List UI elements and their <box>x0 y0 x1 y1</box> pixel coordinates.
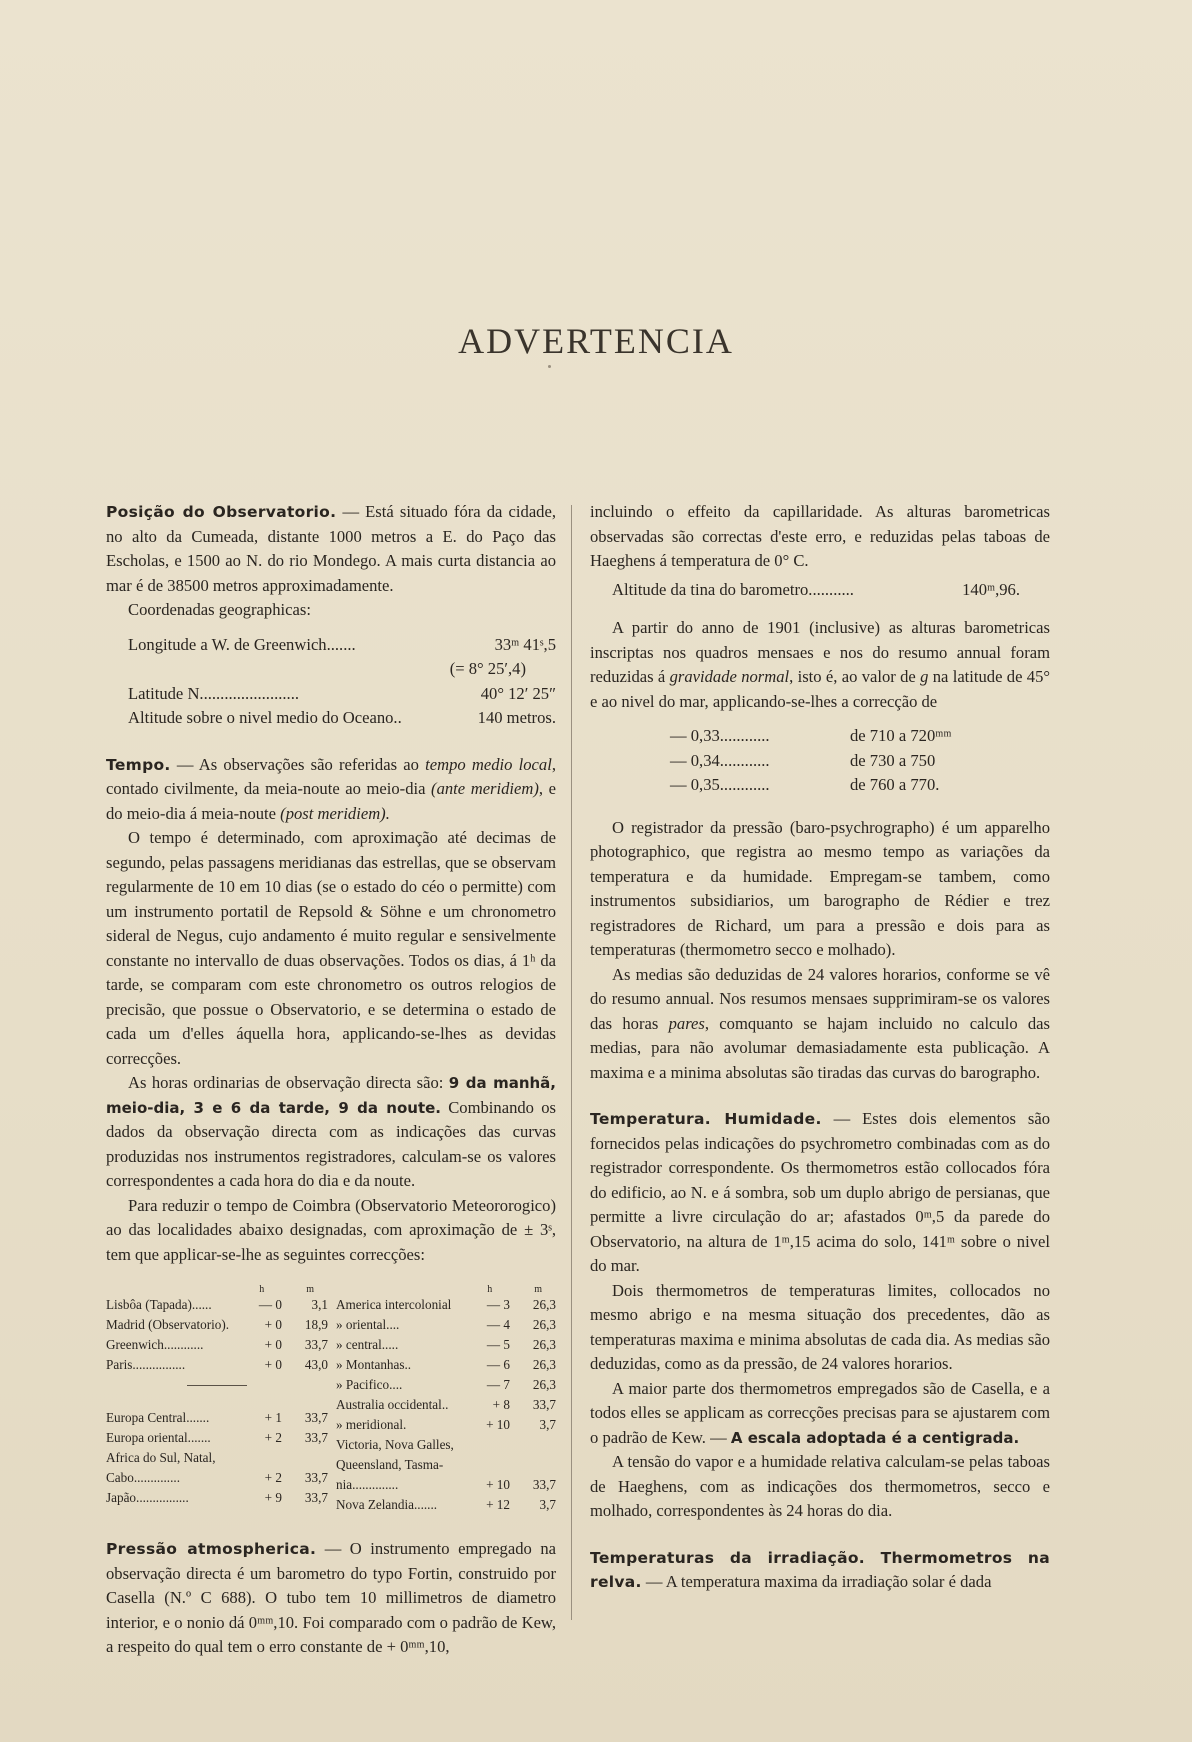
reduction-table <box>670 724 1050 798</box>
reduction-value: — 0,35............ <box>670 775 770 794</box>
correction-row <box>106 1335 328 1355</box>
correction-row <box>106 1295 328 1315</box>
location-label: Australia occidental.. <box>336 1397 449 1412</box>
location-label: » Pacifico.... <box>336 1377 403 1392</box>
correction-row <box>106 1428 328 1448</box>
registrador-emphasis: pares <box>668 1013 705 1033</box>
registrador-text: As medias são deduzidas de 24 valores horarios, conforme se vê do resumo annual. Nos resumos mensaes supprimiram-se os valores das horas <box>590 964 1050 1033</box>
hours-value: + 0 <box>264 1317 282 1332</box>
minutes-value: 26,3 <box>532 1297 556 1312</box>
minutes-value: 33,7 <box>304 1470 328 1485</box>
reduction-range: de 730 a 750 <box>850 750 936 770</box>
tempo-paragraph-4: Para reduzir o tempo de Coimbra (Observatorio Meteororogico) ao das localidades abaixo designadas, com aproximação de ± 3ˢ, tem que applicar-se-lhe as seguintes correcções: <box>106 1195 556 1264</box>
hours-value: + 0 <box>264 1357 282 1372</box>
longitude-sub: (= 8° 25′,4) <box>449 659 526 678</box>
hours-value: + 8 <box>492 1397 510 1412</box>
correction-row <box>336 1375 556 1395</box>
tempo-emphasis: (ante meridiem) <box>431 779 539 798</box>
unit-h: h <box>259 1284 265 1295</box>
gravity-text: , isto é, ao valor de <box>789 667 921 686</box>
unit-h: h <box>487 1284 493 1295</box>
hours-value: — 5 <box>486 1337 510 1352</box>
correction-row <box>336 1415 556 1435</box>
location-label: Nova Zelandia....... <box>336 1497 438 1512</box>
minutes-value <box>510 1455 556 1475</box>
corrections-left-column <box>106 1285 328 1515</box>
altitude-row <box>128 706 556 731</box>
hours-value: + 9 <box>264 1490 282 1505</box>
gravity-symbol: g <box>920 667 929 686</box>
column-divider <box>571 505 572 1620</box>
minutes-value: 3,7 <box>539 1417 556 1432</box>
correction-row <box>336 1315 556 1335</box>
correction-row <box>106 1355 328 1375</box>
tempo-paragraph-2: O tempo é determinado, com aproximação até decimas de segundo, pelas passagens meridianas das estrellas, que se observam regularmente de 10 em 10 dias (se o estado do céo o permitte) com um instrumento portatil de Repsold & Söhne e um chronometro sideral de Negus, cujo andamento é muito regular e sensivelmente constante no intervallo de duas observações. Todos os dias, á 1ʰ da tarde, se comparam com este chronometro os outros relogios de precisão, que possue o Observatorio, e se determina o estado de cada um d'elles áquella hora, applicando-se-lhes as devidas correcções. <box>106 828 556 1068</box>
hours-value: — 6 <box>486 1357 510 1372</box>
reduction-row <box>670 749 1050 774</box>
registrador-paragraph-2 <box>590 963 1050 1086</box>
corrections-right-column <box>336 1285 556 1515</box>
reduction-row <box>670 773 1050 798</box>
latitude-label: Latitude N........................ <box>128 683 299 703</box>
minutes-value: 33,7 <box>532 1397 556 1412</box>
location-label: » oriental.... <box>336 1317 400 1332</box>
location-label: nia.............. <box>336 1477 399 1492</box>
tempo-text: Combinando os dados da observação directa com as indicações das curvas produzidas nos instrumentos registradores, calculam-se os valores correspondentes a cada hora do dia e da noute. <box>106 1097 556 1190</box>
correction-row <box>106 1448 328 1468</box>
tempo-emphasis: tempo medio local <box>425 754 552 774</box>
hours-value <box>482 1435 510 1455</box>
location-label: Madrid (Observatorio). <box>106 1317 230 1332</box>
page-title: ADVERTENCIA <box>458 321 734 361</box>
hours-value: + 10 <box>486 1477 510 1492</box>
gravity-text: A partir do anno de 1901 (inclusive) as alturas barometricas inscriptas nos quadros mensaes e nos do resumo annual foram reduzidas á <box>590 618 1050 686</box>
reduction-range: de 710 a 720ᵐᵐ <box>850 726 952 745</box>
location-label: Queensland, Tasma- <box>336 1457 444 1472</box>
ink-speck <box>548 365 551 368</box>
gravity-text: na latitude de 45° e ao nivel do mar, applicando-se-lhes a correcção de <box>590 667 1050 711</box>
tempo-emphasis: (post meridiem). <box>280 803 390 823</box>
correction-row <box>336 1295 556 1315</box>
section-tempo <box>106 753 556 827</box>
hours-value: — 4 <box>486 1317 510 1332</box>
minutes-value <box>282 1448 328 1468</box>
irradiacao-text: — A temperatura maxima da irradiação solar é dada <box>641 1572 992 1591</box>
location-label: » Montanhas.. <box>336 1357 412 1372</box>
tempo-text: , e do meio-dia á meia-noute <box>106 779 556 823</box>
minutes-value: 26,3 <box>532 1357 556 1372</box>
altitude-label: Altitude sobre o nivel medio do Oceano.. <box>128 708 402 727</box>
location-label: » central..... <box>336 1337 399 1352</box>
correction-row <box>336 1475 556 1495</box>
minutes-value: 26,3 <box>532 1317 556 1332</box>
section-temperatura <box>590 1107 1050 1279</box>
gravity-paragraph <box>590 616 1050 714</box>
reduction-row <box>670 724 1050 749</box>
correction-row <box>106 1408 328 1428</box>
unit-m: m <box>306 1284 314 1295</box>
correction-row <box>336 1335 556 1355</box>
correction-row <box>336 1435 556 1455</box>
hours-value: + 1 <box>264 1410 282 1425</box>
section-posicao <box>106 500 556 598</box>
location-label: Paris................ <box>106 1357 186 1372</box>
hours-value: + 12 <box>486 1497 510 1512</box>
coords-intro: Coordenadas geographicas: <box>128 600 311 619</box>
latitude-row <box>128 682 556 707</box>
hours-value: + 2 <box>264 1430 282 1445</box>
right-column <box>590 500 1050 1595</box>
unit-m: m <box>534 1284 542 1295</box>
left-column <box>106 500 556 1660</box>
gravity-emphasis: gravidade normal <box>669 667 790 686</box>
units-row <box>106 1285 328 1295</box>
section-pressao <box>106 1537 556 1660</box>
hours-value: — 0 <box>258 1297 282 1312</box>
longitude-label: Longitude a W. de Greenwich....... <box>128 634 356 654</box>
temperatura-paragraph-4: A tensão do vapor e a humidade relativa calculam-se pelas taboas de Haeghens, com as indicações dos thermometros, secco e molhado, correspondentes às 24 horas do dia. <box>590 1452 1050 1520</box>
correction-row <box>336 1455 556 1475</box>
section-irradiacao <box>590 1546 1050 1595</box>
tempo-paragraph-3 <box>106 1071 556 1194</box>
correction-row <box>336 1395 556 1415</box>
minutes-value: 33,7 <box>532 1477 556 1492</box>
temperatura-paragraph-2: Dois thermometros de temperaturas limites, collocados no mesmo abrigo e na mesma situação dos precedentes, dão as temperaturas maxima e minima absolutas de cada dia. As medias são deduzidas, como as da pressão, de 24 valores horarios. <box>590 1280 1050 1373</box>
hours-value <box>482 1455 510 1475</box>
location-label: Africa do Sul, Natal, <box>106 1450 216 1465</box>
longitude-value: 33ᵐ 41ˢ,5 <box>494 634 556 654</box>
correction-row <box>336 1495 556 1515</box>
registrador-text: , comquanto se hajam incluido no calculo das medias, para não avolumar demasiadamente esta publicação. A maxima e a minima absolutas são tiradas das curvas do barographo. <box>590 1013 1051 1082</box>
pressao-continuation: incluindo o effeito da capillaridade. As alturas barometricas observadas são correctas d'este erro, e reduzidas pelas taboas de Haeghens á temperatura de 0° C. <box>590 502 1050 570</box>
observation-hours: 9 da manhã, meio-dia, 3 e 6 da tarde, 9 da noute. <box>106 1074 556 1117</box>
minutes-value: 26,3 <box>532 1377 556 1392</box>
temperatura-paragraph-3 <box>590 1377 1050 1451</box>
coordinates-block <box>128 633 556 731</box>
section-heading-temperatura: Temperatura. Humidade. <box>590 1110 822 1128</box>
reduction-value: — 0,34............ <box>670 750 770 770</box>
location-label: America intercolonial <box>336 1297 452 1312</box>
section-heading-posicao: Posição do Observatorio. <box>106 503 337 521</box>
minutes-value: 18,9 <box>304 1317 328 1332</box>
latitude-value: 40° 12′ 25″ <box>480 683 556 703</box>
minutes-value: 33,7 <box>304 1410 328 1425</box>
correction-row <box>106 1468 328 1488</box>
minutes-value <box>510 1435 556 1455</box>
hours-value <box>254 1448 282 1468</box>
location-label: Greenwich............ <box>106 1337 204 1352</box>
temperatura-text: A maior parte dos thermometros empregados são de Casella, e a todos elles se applicam as correcções precisas para se ajustarem com o padrão de Kew. — <box>590 1378 1050 1447</box>
location-label: Lisbôa (Tapada)...... <box>106 1297 212 1312</box>
section-heading-tempo: Tempo. <box>106 755 171 774</box>
location-label: Victoria, Nova Galles, <box>336 1437 454 1452</box>
section-heading-pressao: Pressão atmospherica. <box>106 1540 317 1558</box>
hours-value: + 10 <box>486 1417 510 1432</box>
minutes-value: 33,7 <box>304 1430 328 1445</box>
altitude-tina-value: 140ᵐ,96. <box>962 579 1020 599</box>
minutes-value: 3,7 <box>539 1497 556 1512</box>
minutes-value: 33,7 <box>304 1490 328 1505</box>
units-row <box>336 1285 556 1295</box>
registrador-paragraph-1: O registrador da pressão (baro-psychrographo) é um apparelho photographico, que registra ao mesmo tempo as variações da temperatura e da humidade. Empregam-se tambem, como instrumentos subsidiarios, um barographo de Rédier e trez registradores de Richard, um para a pressão e dois para as temperaturas (thermometro secco e molhado). <box>590 817 1050 959</box>
reduction-value: — 0,33............ <box>670 726 770 745</box>
altitude-value: 140 metros. <box>477 708 556 727</box>
location-label: Cabo.............. <box>106 1470 180 1485</box>
longitude-row <box>128 633 556 658</box>
correction-row <box>336 1355 556 1375</box>
table-separator <box>187 1385 247 1386</box>
minutes-value: 33,7 <box>304 1337 328 1352</box>
location-label: » meridional. <box>336 1417 407 1432</box>
section-heading-irradiacao: Temperaturas da irradiação. Thermometros na relva. <box>590 1548 1050 1591</box>
hours-value: — 3 <box>486 1297 510 1312</box>
location-label: Europa Central....... <box>106 1410 210 1425</box>
hours-value: + 0 <box>264 1337 282 1352</box>
hours-value: + 2 <box>264 1470 282 1485</box>
tempo-text: As horas ordinarias de observação directa são: <box>128 1073 449 1092</box>
hours-value: — 7 <box>486 1377 510 1392</box>
minutes-value: 26,3 <box>532 1337 556 1352</box>
tempo-text: , contado civilmente, da meia-noute ao meio-dia <box>106 754 556 798</box>
location-label: Europa oriental....... <box>106 1430 211 1445</box>
pressao-text: — O instrumento empregado na observação directa é um barometro do typo Fortin, construido por Casella (N.º C 688). O tubo tem 10 millimetros de diametro interior, e o nonio dá 0ᵐᵐ,10. Foi comparado com o padrão de Kew, a respeito do qual tem o erro constante de + 0ᵐᵐ,10, <box>106 1539 556 1656</box>
location-label: Japão................ <box>106 1490 189 1505</box>
scale-note: A escala adoptada é a centigrada. <box>730 1428 1020 1447</box>
correction-row <box>106 1315 328 1335</box>
corrections-table <box>106 1285 556 1515</box>
minutes-value: 3,1 <box>311 1297 328 1312</box>
altitude-tina-row <box>612 578 1050 603</box>
reduction-range: de 760 a 770. <box>850 775 940 794</box>
tempo-text: — As observações são referidas ao <box>170 754 426 774</box>
temperatura-text: — Estes dois elementos são fornecidos pelas indicações do psychrometro combinadas com as do registrador correspondente. Os thermometros estão collocados fóra do edificio, ao N. e á sombra, sob um duplo abrigo de persianas, que permitte a livre circulação do ar; afastados 0ᵐ,5 da parede do Observatorio, na altura de 1ᵐ,15 acima do solo, 141ᵐ sobre o nivel do mar. <box>590 1109 1051 1275</box>
altitude-tina-label: Altitude da tina do barometro........... <box>612 579 854 599</box>
posicao-text: — Está situado fóra da cidade, no alto da Cumeada, distante 1000 metros a E. do Paço das Escholas, e 1500 ao N. do rio Mondego. A mais curta distancia ao mar é de 38500 metros approximadamente. <box>106 502 556 595</box>
minutes-value: 43,0 <box>304 1357 328 1372</box>
correction-row <box>106 1488 328 1508</box>
